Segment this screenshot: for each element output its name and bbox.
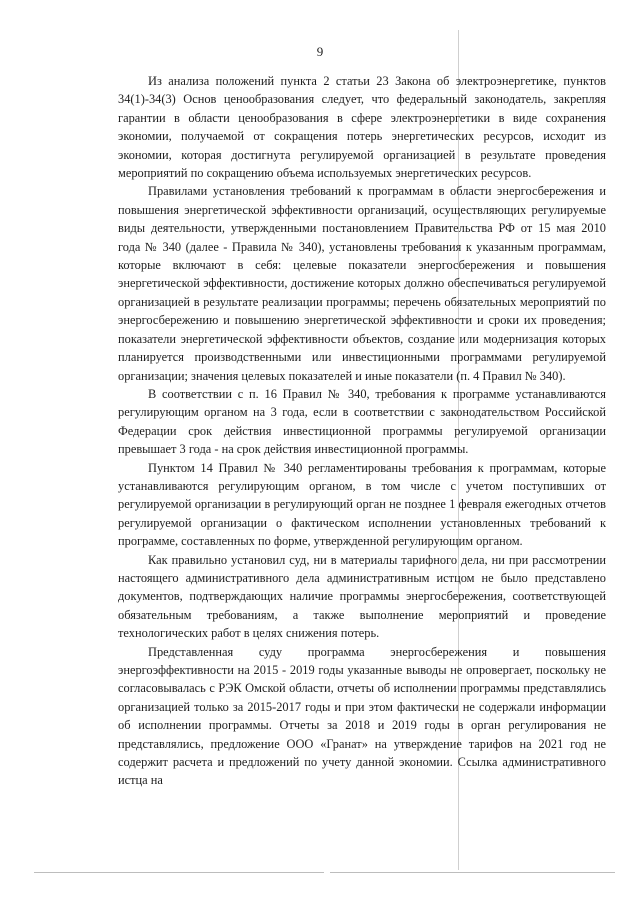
footer-rule-right bbox=[330, 872, 615, 873]
paragraph-4: Пунктом 14 Правил № 340 регламентированы требования к программам, которые устанавливаются регулирующим органом, в том числе с учетом поступивших от регулируемой организации в регулирующий орган не позднее 1 февраля ежегодных отчетов регулируемой организации о фактическом исполнении установленных требований к программе, составленных по форме, утвержденной регулирующим органом. bbox=[118, 460, 606, 549]
page-number: 9 bbox=[316, 44, 324, 59]
paragraph-6: Представленная суду программа энергосбережения и повышения энергоэффективности на 2015 - 2019 годы указанные выводы не опровергает, поскольку не согласовывалась с РЭК Омской области, отчеты об исполнении программы представлялись организацией только за 2015-2017 годы и при этом фактически не содержали информации об исполнении программы. Отчеты за 2018 и 2019 годы в орган регулирования не представлялись, предложение ООО «Гранат» на утверждение тарифов на 2021 год не содержит расчета и предложений по учету данной экономии. Ссылка административного истца на bbox=[118, 644, 606, 788]
paragraph-5: Как правильно установил суд, ни в материалы тарифного дела, ни при рассмотрении настоящего административного дела административным истцом не было представлено документов, подтверждающих наличие программы энергосбережения, соответствующей обязательным требованиям, а также выполнение мероприятий и проведение технологических работ в целях снижения потерь. bbox=[118, 552, 606, 641]
paragraph-1: Из анализа положений пункта 2 статьи 23 Закона об электроэнергетике, пунктов 34(1)-34(3) Основ ценообразования следует, что федеральный законодатель, закрепляя гарантии в области ценообразования в сфере электроэнергетики в виде сохранения экономии, получаемой от сокращения потерь энергетических ресурсов, исходит из экономии, которая достигнута регулируемой организацией в результате проведения мероприятий по сокращению объема используемых энергетических ресурсов. bbox=[118, 74, 606, 181]
paragraph-2: Правилами установления требований к программам в области энергосбережения и повышения энергетической эффективности организаций, осуществляющих регулируемые виды деятельности, утвержденными постановлением Правительства РФ от 15 мая 2010 года № 340 (далее - Правила № 340), установлены требования к указанным программам, которые включают в себя: целевые показатели энергосбережения и повышения энергетической эффективности, достижение которых должно обеспечиваться регулируемой организацией в результате реализации программы; перечень обязательных мероприятий по энергосбережению и повышению энергетической эффективности и сроки их проведения; показатели энергетической эффективности объектов, создание или модернизация которых планируется производственными или инвестиционными программами регулируемой организации; значения целевых показателей и иные показатели (п. 4 Правил № 340). bbox=[118, 184, 606, 383]
document-body bbox=[118, 72, 606, 790]
paragraph-3: В соответствии с п. 16 Правил № 340, требования к программе устанавливаются регулирующим органом на 3 года, если в соответствии с законодательством Российской Федерации срок действия инвестиционной программы регулируемой организации превышает 3 года - на срок действия инвестиционной программы. bbox=[118, 386, 606, 457]
footer-rule-left bbox=[34, 872, 324, 873]
